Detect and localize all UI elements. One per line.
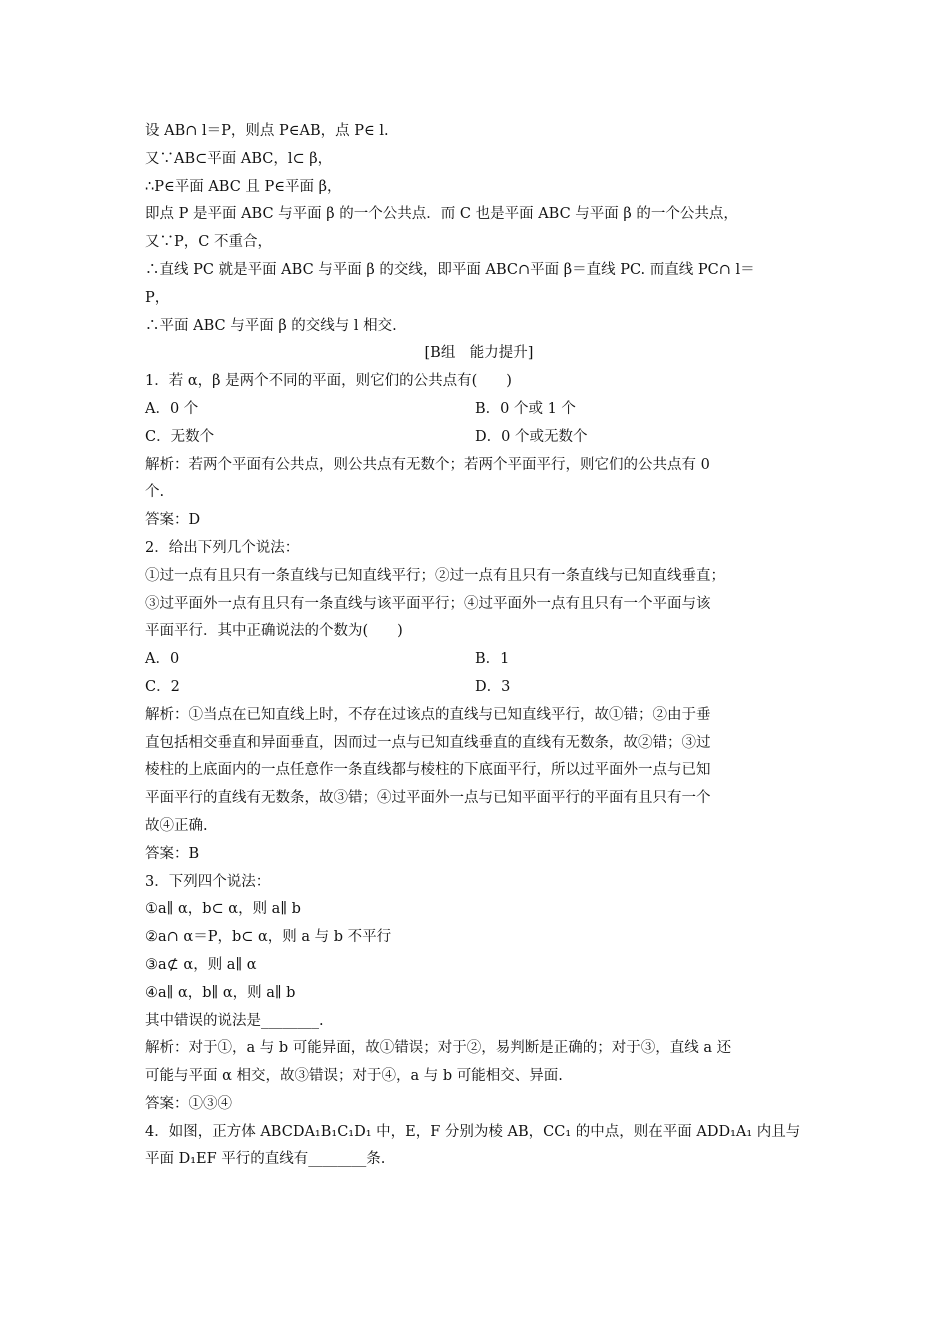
- question-2: ①过一点有且只有一条直线与已知直线平行；②过一点有且只有一条直线与已知直线垂直；: [145, 567, 725, 584]
- q1-options-row: [145, 424, 813, 452]
- q2-analysis: 解析：①当点在已知直线上时，不存在过该点的直线与已知直线平行，故①错；②由于垂: [145, 706, 711, 723]
- q2-options-row: [145, 646, 813, 674]
- question-3: ②a∩ α＝P，b⊂ α，则 a 与 b 不平行: [145, 929, 392, 946]
- q2-analysis: 故④正确.: [145, 817, 208, 834]
- q1-option-a: A．0 个: [145, 400, 199, 417]
- q2-analysis: 直包括相交垂直和异面垂直，因而过一点与已知直线垂直的直线有无数条，故②错；③过: [145, 734, 711, 751]
- question-3: 其中错误的说法是________.: [145, 1012, 324, 1029]
- q2-option-d: D．3: [475, 678, 511, 695]
- q2-option-c: C．2: [145, 678, 180, 695]
- question-1: 1．若 α，β 是两个不同的平面，则它们的公共点有( ): [145, 373, 512, 390]
- q2-option-b: B．1: [475, 651, 510, 668]
- q3-answer: 答案：①③④: [145, 1095, 232, 1112]
- proof-line: ∴P∈平面 ABC 且 P∈平面 β，: [145, 178, 342, 195]
- proof-line: ∴平面 ABC 与平面 β 的交线与 l 相交.: [145, 317, 397, 334]
- q1-analysis: 解析：若两个平面有公共点，则公共点有无数个；若两个平面平行，则它们的公共点有 0: [145, 456, 710, 473]
- q2-option-a: A．0: [145, 651, 180, 668]
- question-3: ①a∥ α，b⊂ α，则 a∥ b: [145, 901, 301, 918]
- group-title: [B组 能力提升]: [424, 345, 534, 362]
- q2-options-row: [145, 674, 813, 702]
- question-4: 4．如图，正方体 ABCDA₁B₁C₁D₁ 中，E，F 分别为棱 AB，CC₁ 的中点，则在平面 ADD₁A₁ 内且与: [145, 1123, 801, 1140]
- question-3: ④a∥ α，b∥ α，则 a∥ b: [145, 984, 296, 1001]
- question-2: 平面平行．其中正确说法的个数为( ): [145, 623, 403, 640]
- q3-analysis: 可能与平面 α 相交，故③错误；对于④，a 与 b 可能相交、异面.: [145, 1068, 563, 1085]
- proof-line: 设 AB∩ l＝P，则点 P∈AB，点 P∈ l.: [145, 123, 389, 139]
- q1-option-d: D．0 个或无数个: [475, 428, 588, 445]
- document-page: [145, 118, 813, 1174]
- question-3: ③a⊄ α，则 a∥ α: [145, 956, 257, 973]
- q2-analysis: 平面平行的直线有无数条，故③错；④过平面外一点与已知平面平行的平面有且只有一个: [145, 790, 711, 807]
- proof-line: 又∵AB⊂平面 ABC，l⊂ β，: [145, 150, 333, 167]
- proof-line: 又∵P，C 不重合，: [145, 234, 272, 251]
- q1-option-b: B．0 个或 1 个: [475, 400, 576, 417]
- q1-analysis: 个.: [145, 484, 165, 501]
- q1-option-c: C．无数个: [145, 428, 215, 445]
- proof-line: P，: [145, 289, 170, 306]
- question-2: ③过平面外一点有且只有一条直线与该平面平行；④过平面外一点有且只有一个平面与该: [145, 595, 711, 612]
- q2-answer: 答案：B: [145, 845, 200, 862]
- proof-line: ∴直线 PC 就是平面 ABC 与平面 β 的交线，即平面 ABC∩平面 β＝直线 PC. 而直线 PC∩ l＝: [145, 261, 755, 278]
- proof-line: 即点 P 是平面 ABC 与平面 β 的一个公共点．而 C 也是平面 ABC 与平面 β 的一个公共点，: [145, 206, 738, 223]
- question-2: 2．给出下列几个说法：: [145, 539, 300, 556]
- q2-analysis: 棱柱的上底面内的一点任意作一条直线都与棱柱的下底面平行，所以过平面外一点与已知: [145, 762, 711, 779]
- q3-analysis: 解析：对于①，a 与 b 可能异面，故①错误；对于②，易判断是正确的；对于③，直线 a 还: [145, 1040, 732, 1057]
- q1-answer: 答案：D: [145, 512, 201, 529]
- question-4: 平面 D₁EF 平行的直线有________条.: [145, 1151, 386, 1168]
- question-3: 3．下列四个说法：: [145, 873, 271, 890]
- q1-options-row: [145, 396, 813, 424]
